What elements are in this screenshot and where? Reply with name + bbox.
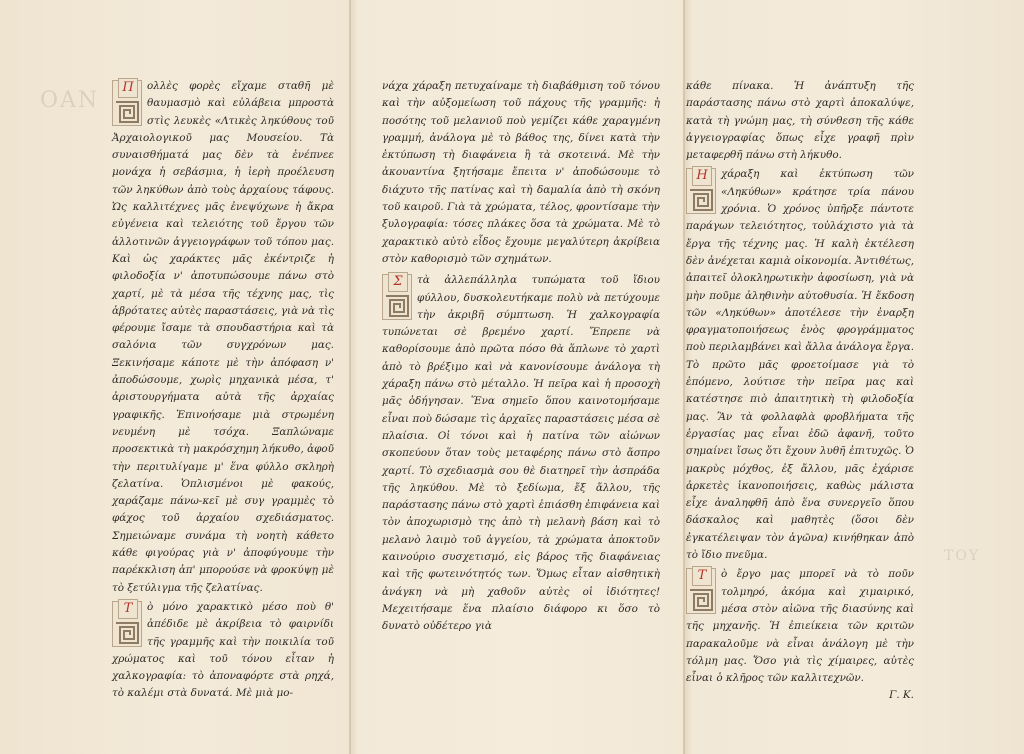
text-column-2 [382,78,660,636]
paragraph [112,78,334,597]
dropcap-letter: Η [692,166,712,186]
show-through-text-left: OAN [40,88,100,113]
text-column-3 [686,78,914,705]
paragraph [686,566,914,687]
author-initials: Γ. Κ. [889,689,914,702]
paragraph [382,78,660,268]
show-through-text-right: TOY [944,548,981,564]
paragraph [382,272,660,635]
paragraph [686,78,914,164]
fold-line-right [683,0,685,754]
meander-dropcap [686,168,716,214]
meander-dropcap [112,80,142,126]
paragraph-text: ολλὲς φορὲς εἴχαμε σταθῆ μὲ θαυμασμὸ καὶ εὐλάβεια μπροστὰ στὶς λευκὲς «Λτικὲς ληκύθους τοῦ Ἀρχαιολογικοῦ μας Μουσείου. Τὰ συναισθήματά μας δὲν τὰ ἐνέπνεε μονάχα ἡ σεβάσμια, ἡ ἱερὴ προέλευση τῶν ληκύθων ἀπὸ τοὺς ἀρχαίους τάφους. Ὡς καλλιτέχνες μᾶς ἐνεψύχωνε ἡ ἄκρα εὐγένεια καὶ τελειότης τοῦ ἔργου τῶν ἀλλοτινῶν ἀγγειογράφων τοῦ τόπου μας. Καὶ ὡς χαράκτες μᾶς ἐκέντριζε ἡ φιλοδοξία ν' ἀποτυπώσουμε πάνω στὸ χαρτί, μὲ τὰ μέσα τῆς τέχνης μας, τὶς ἁβρότατες αὐτὲς παραστάσεις, γιὰ νὰ τὶς φέρουμε ἴσαμε τὰ σπουδαστήρια καὶ τὰ σαλόνια τῶν συγχρόνων μας. Ξεκινήσαμε κάποτε μὲ τὴν ἀπόφαση ν' ἀποδώσουμε, χωρὶς μηχανικὰ μέσα, τ' ἀριστουργήματα αὐτὰ τῆς ἀρχαίας γραφικῆς. Ἐπινοήσαμε μιὰ στρωμένη νευμένη μὲ τσόχα. Ξαπλώναμε προσεκτικὰ τὴ μακρόσχημη λήκυθο, ἀφοῦ τὴν περιτυλίγαμε μ' ἕνα φύλλο σκληρὴ ζελατίνα. Ὁπλισμένοι μὲ φακούς, χαράζαμε πάνω-κεῖ μὲ συγ γραμμὲς τὸ φάχος τοῦ ἀρχαίου σχεδιάσματος. Σημειώναμε συνάμα τὴ νοητὴ κάθετο κάθε φιγούρας γιὰ ν' ἀποφύγουμε τὴν παρέκκλιση ἀπ' μπορούσε νὰ φροκύψῃ μὲ τὸ ξετύλιγμα τῆς ζελατίνας. [112,80,334,594]
text-column-1 [112,78,334,703]
paragraph [112,599,334,703]
paragraph-text: νάχα χάραξη πετυχαίναμε τὴ διαβάθμιση τοῦ τόνου καὶ τὴν αὐξομείωση τοῦ πάχους τῆς γραμμῆς: ἡ ποσότης τοῦ μελανιοῦ ποὺ γεμίζει κάθε χαραγμένη γραμμή, ἀνάλογα μὲ τὸ βάθος της, δίνει κατὰ τὴν ἐκτύπωση τὴ διαφάνεια ἢ τὰ σκοτεινά. Μὲ τὴν ἀκουαντίνα ξητήσαμε ἔπειτα ν' ἀποδώσουμε τὸ διάχυτο τῆς πατίνας καὶ τὴ δαμαλία ἀπὸ τὴ σκόνη τοῦ καιροῦ. Γιὰ τὰ χρώματα, τέλος, φροντίσαμε τὴν ξυλογραφία: τόσες πλάκες ὅσα τὰ χρώματα. Μὲ τὸ χαρακτικὸ αὐτὸ εἶδος ἔχουμε μεγαλύτερη ἀκρίβεια στὸν καθορισμὸ τῶν σχημάτων. [382,80,660,265]
paragraph-text: κάθε πίνακα. Ἡ ἀνάπτυξη τῆς παράστασης πάνω στὸ χαρτὶ ἀποκαλύψε, κατὰ τὴ γνώμη μας, τὴ σύνθεση τῆς κάθε ἀγγειογραφίας ὅπως εἶχε γραφῆ πρὶν μεταφερθῆ πάνω στὴ λήκυθο. [686,80,914,162]
dropcap-letter: Π [118,78,138,98]
paragraph [686,166,914,564]
dropcap-letter: Τ [692,566,712,586]
dropcap-letter: Τ [118,599,138,619]
signature-line [686,687,914,704]
fold-line-left [349,0,351,754]
meander-dropcap [382,274,412,320]
dropcap-letter: Σ [388,272,408,292]
meander-dropcap [686,568,716,614]
paragraph-text: ὸ ἔργο μας μπορεῖ νὰ τὸ ποῦν τολμηρό, ἀκόμα καὶ χιμαιρικό, μέσα στὸν αἰῶνα τῆς διασύνης καὶ τῆς μηχανῆς. Ἡ ἐπιείκεια τῶν κριτῶν παρακαλοῦμε νὰ εἶναι ἀνάλογη μὲ τὴν τόλμη μας. Ὅσο γιὰ τὶς χίμαιρες, αὐτὲς εἶναι ὁ κλῆρος τῶν καλλιτεχνῶν. [686,568,914,685]
paragraph-text: τὰ ἀλλεπάλληλα τυπώματα τοῦ ἴδιου φύλλου, δυσκολευτήκαμε πολὺ νὰ πετύχουμε τὴν ἀκριβῆ σύμπτωση. Ἡ χαλκογραφία τυπώνεται σὲ βρεμένο χαρτί. Ἔπρεπε νὰ καθορίσουμε ἀπὸ πρῶτα πόσο θὰ ἅπλωνε τὸ χαρτὶ ἀπὸ τὸ βρέξιμο καὶ νὰ κανονίσουμε ἀνάλογα τὴ χάραξη πάνω στὸ μέταλλο. Ἡ πεῖρα καὶ ἡ προσοχὴ μᾶς ὁδήγησαν. Ἕνα σημεῖο ὅπου καινοτομήσαμε εἶναι ποὺ δώσαμε τὶς ἀρχαῖες παραστάσεις μέσα σὲ πλαίσια. Οἱ τόνοι καὶ ἡ πατίνα τῶν αἰώνων σκοπεύουν ὅταν τοὺς μεταφέρης πάνω στὸ ἄσπρο χαρτί. Τὸ σχεδιασμὰ σου θὲ διατηρεῖ τὴν ἀσπράδα τῆς ληκύθου. Μὲ τὸ ξεδίωμα, ἔξ ἄλλου, τῆς παράστασης πάνω στὸ χαρτὶ ἐπιάσθη ἐπιφάνεια καὶ τὸν ἀποχωρισμὸ της ἀπὸ τὴ μελανὴ βάση καὶ τὸ μελανὸ λαιμὸ τοῦ ἀγγείου, τὰ χρώματα ἀποκτοῦν καινούριο συσχετισμό, εἰς βάρος τῆς διαφάνειας καὶ τῆς φωτεινότητός των. Ὅμως εἶταν αἰσθητικὴ ἀνάγκη νὰ μὴ χαθοῦν αὐτὲς οἱ ἰδιότητες! Μεχειτήσαμε ἕνα πλαίσιο διάφορο κι ὅσο τὸ δυνατὸ οὐδέτερο γιὰ [382,274,660,633]
paragraph-text: ὸ μόνο χαρακτικὸ μέσο ποὺ θ' ἀπέδιδε μὲ ἀκρίβεια τὸ φαιρνίδι τῆς γραμμῆς καὶ τὴν ποικιλία τοῦ χρώματος καὶ τοῦ τόνου εἶταν ἡ χαλκογραφία: τὸ ἀποναφόρτε στὰ ρηχά, τὸ καλέμι στὰ δυνατά. Μὲ μιὰ μο- [112,600,334,700]
paragraph-text: χάραξη καὶ ἐκτύπωση τῶν «Ληκύθων» κράτησε τρία πάνου χρόνια. Ὁ χρόνος ὑπῆρξε πάντοτε παράγων τελειότητος, τοὐλάχιστο γιὰ τὰ ἔργα τῆς τέχνης μας. Ἡ καλὴ ἐκτέλεση δὲν ἀνέχεται καμιὰ οἰκονομία. Ἀντιθέτως, ἀπαιτεῖ ὁλοκληρωτικὴν ἀφοσίωση, γιὰ νὰ μὴν ποῦμε ἀληθινὴν αὐτοθυσία. Ἡ ἔκδοση τῶν «Ληκύθων» ἀποτέλεσε τὴν ἐναρξη φραγματοποιήσεως ἑνὸς φρογράμματος ποὺ περιλαμβάνει καὶ ἄλλα ἀνάλογα ἔργα. Τὸ πρῶτο μᾶς φροετοίμασε γιὰ τὸ ἑπόμενο, λούτισε τὴν πεῖρα μας καὶ κατέστησε πιὸ ἀπαιτητικὴ τὴ φιλοδοξία μας. Ἂν τὰ φολλαφλὰ φροβλήματα τῆς ἐργασίας μας εἶναι ἐδῶ ἀφανῆ, τοῦτο σημαίνει ἴσως ὅτι ἔχουν λυθῆ ἐπιτυχῶς. Ὁ μακρὺς μόχθος, ἐξ ἄλλου, μᾶς ἐχάρισε ἀρκετὲς ἱκανοποιήσεις, καθὼς μάλιστα εἶχε ἀναληφθῆ ἀπὸ ἕνα συνεργεῖο ὅπου δάσκαλος καὶ μαθητὲς (ὅσοι δὲν ἐγκατέλειψαν τὸν ἀγῶνα) κινήθηκαν ἀπὸ τὸ ἴδιο πνεῦμα. [686,168,914,562]
meander-dropcap [112,601,142,647]
